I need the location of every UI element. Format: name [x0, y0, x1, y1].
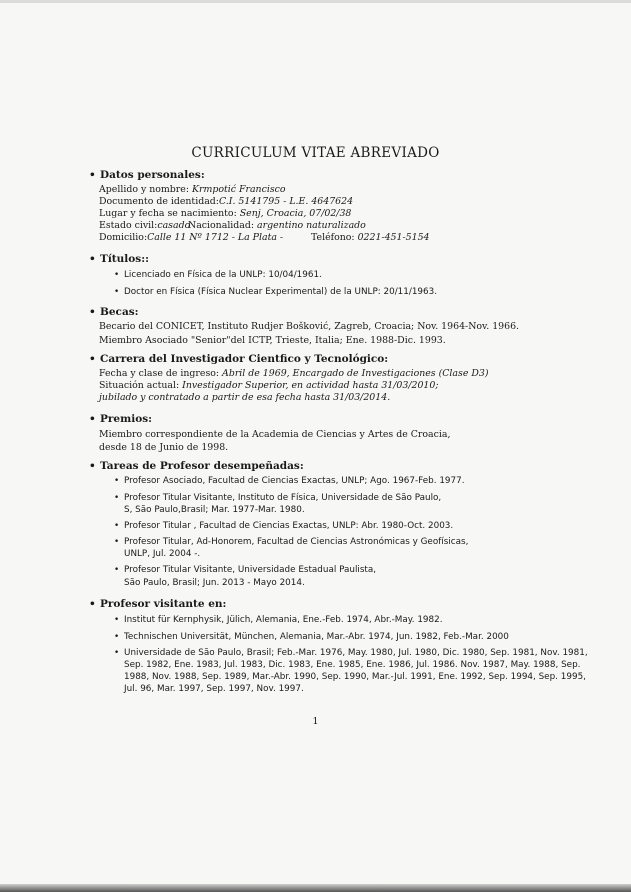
page-bottom-edge [0, 884, 631, 892]
page-top-edge [0, 0, 631, 3]
nombre-line: Apellido y nombre: Krmpotić Francisco [99, 184, 286, 195]
section-datos-personales: • Datos personales: [89, 169, 205, 181]
section-heading: Premios: [100, 413, 152, 425]
list-item-continuation: São Paulo, Brasil; Jun. 2013 - Mayo 2014. [124, 578, 305, 588]
documento-line: Documento de identidad:C.I. 5141795 - L.E. 4647624 [99, 196, 354, 207]
ingreso-line: Fecha y clase de ingreso: Abril de 1969, Encargado de Investigaciones (Clase D3) [99, 368, 489, 379]
premios-line: desde 18 de Junio de 1998. [99, 442, 229, 453]
premios-line: Miembro correspondiente de la Academia de Ciencias y Artes de Croacia, [99, 429, 451, 440]
list-item-continuation: UNLP, Jul. 2004 -. [124, 549, 201, 559]
section-becas: • Becas: [89, 306, 139, 318]
section-heading: Datos personales: [100, 169, 205, 181]
page-number: 1 [312, 716, 319, 727]
section-tareas: • Tareas de Profesor desempeñadas: [89, 460, 304, 472]
section-heading: Títulos:: [100, 253, 149, 265]
nacimiento-line: Lugar y fecha se nacimiento: Senj, Croacia, 07/02/38 [99, 208, 352, 219]
situacion-line: Situación actual: Investigador Superior, en actividad hasta 31/03/2010; [99, 380, 439, 391]
section-heading: Tareas de Profesor desempeñadas: [100, 460, 304, 472]
section-heading: Becas: [100, 306, 139, 318]
jubilado-line: jubilado y contratado a partir de esa fecha hasta 31/03/2014. [99, 392, 391, 403]
telefono-line: Teléfono: 0221-451-5154 [311, 232, 430, 243]
section-titulos: • Títulos:: [89, 253, 149, 265]
estado-civil-line: Estado civil:casado [99, 220, 191, 231]
section-heading: Carrera del Investigador Cientfico y Tecnológico: [100, 353, 389, 365]
section-heading: Profesor visitante en: [100, 598, 227, 610]
section-visitante: • Profesor visitante en: [89, 598, 227, 610]
list-item-continuation: Sep. 1982, Ene. 1983, Jul. 1983, Dic. 1983, Ene. 1985, Ene. 1986, Jul. 1986. Nov. 1987, May. 1988, Sep. [124, 660, 581, 670]
list-item-continuation: 1988, Nov. 1988, Sep. 1989, Mar.-Abr. 1990, Sep. 1990, Mar.-Jul. 1991, Ene. 1992, Sep. 1994, Sep. 1995, [124, 672, 586, 682]
list-item-continuation: S, São Paulo,Brasil; Mar. 1977-Mar. 1980. [124, 505, 305, 515]
domicilio-line: Domicilio:Calle 11 Nº 1712 - La Plata - [99, 232, 284, 243]
becas-line: Becario del CONICET, Instituto Rudjer Bošković, Zagreb, Croacia; Nov. 1964-Nov. 1966. [99, 321, 520, 332]
nacionalidad-line: Nacionalidad: argentino naturalizado [188, 220, 366, 231]
list-item-continuation: Jul. 96, Mar. 1997, Sep. 1997, Nov. 1997. [124, 684, 304, 694]
section-carrera: • Carrera del Investigador Cientfico y Tecnológico: [89, 353, 389, 365]
becas-line: Miembro Asociado "Senior"del ICTP, Trieste, Italia; Ene. 1988-Dic. 1993. [99, 335, 446, 346]
document-title: CURRICULUM VITAE ABREVIADO [191, 145, 440, 161]
section-premios: • Premios: [89, 413, 152, 425]
